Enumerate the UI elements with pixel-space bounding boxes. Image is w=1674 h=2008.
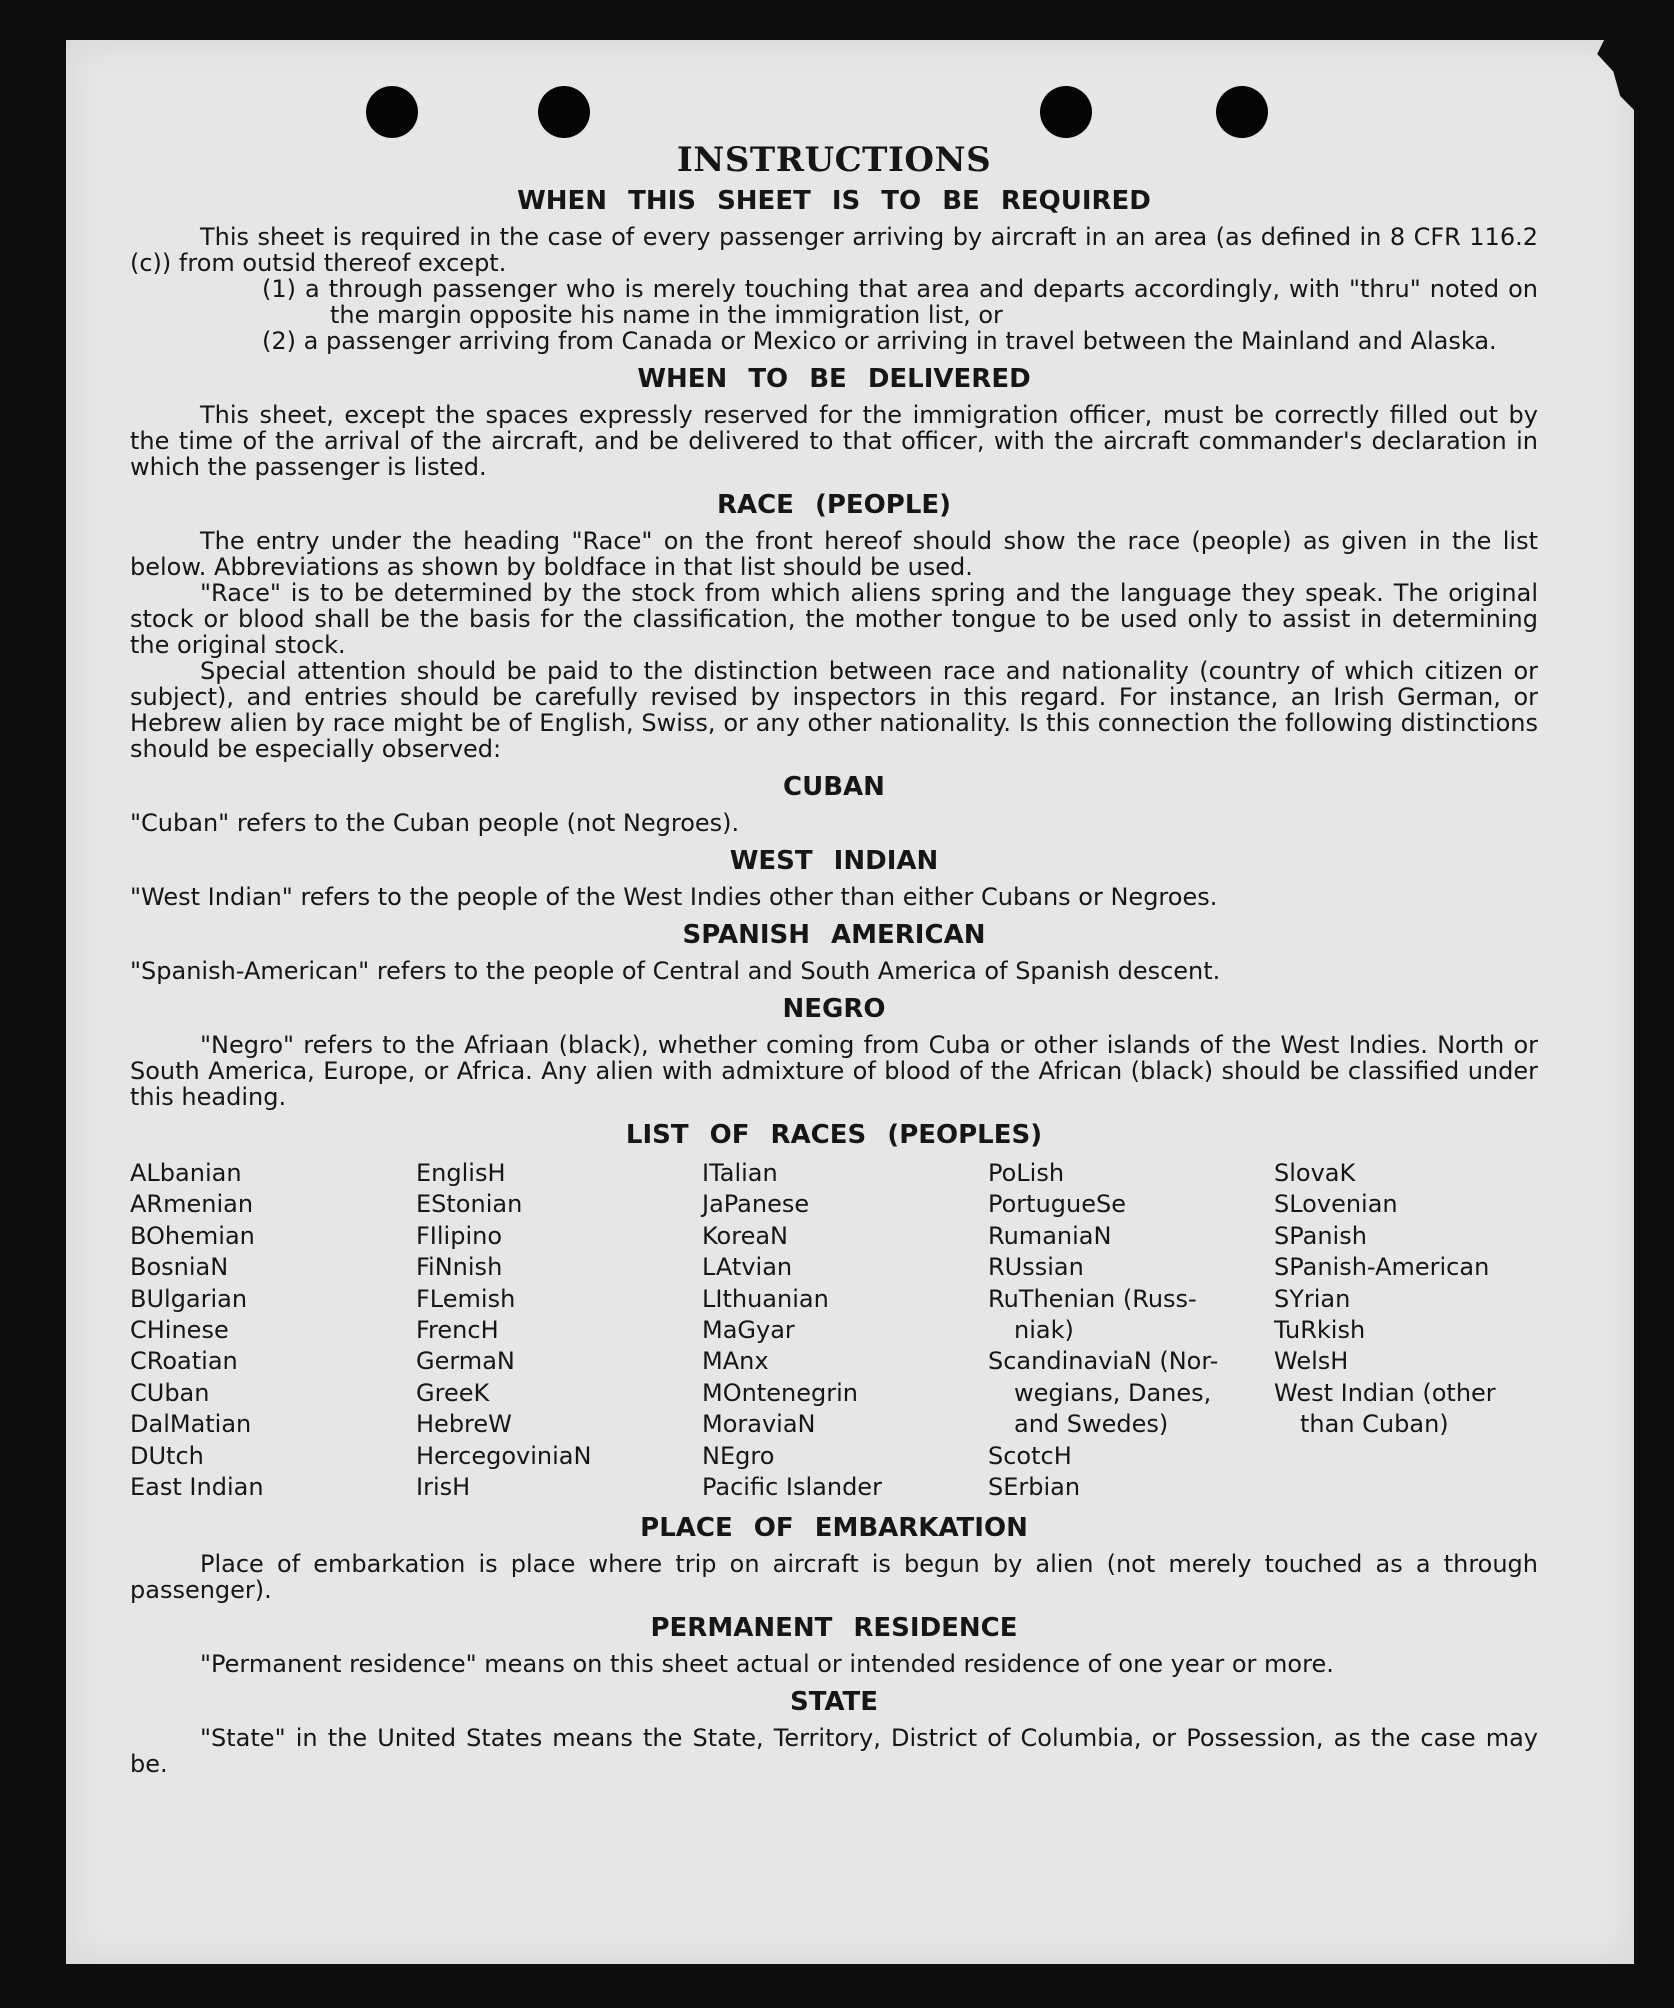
race-entry: KoreaN [702,1221,788,1250]
race-entry: CRoatian [130,1347,238,1376]
races-column [1274,1158,1538,1503]
spanish-american-text: "Spanish-American" refers to the people of Central and South America of Spanish descent. [130,957,1221,985]
document-body [130,140,1538,1777]
section-heading-when-delivered: WHEN TO BE DELIVERED [637,364,1031,394]
race-entry: FrencH [416,1316,499,1345]
race-entry: DalMatian [130,1410,252,1439]
section-heading-list-of-races: LIST OF RACES (PEOPLES) [625,1120,1043,1150]
section-heading-cuban: CUBAN [783,772,885,802]
section-heading-place-of-embarkation: PLACE OF EMBARKATION [640,1513,1028,1544]
race-entry: LAtvian [702,1253,793,1282]
race-entry: IrisH [416,1473,471,1502]
section-heading-permanent-residence: PERMANENT RESIDENCE [650,1613,1018,1644]
race-entry: CUban [130,1378,210,1407]
state-text: "State" in the United States means the State, Territory, District of Columbia, or Possession, as the case may be. [130,1724,1538,1779]
race-paragraph-1: The entry under the heading "Race" on the front hereof should show the race (people) as given in the list below. Abbreviations as shown by boldface in that list should be used. [130,527,1538,581]
race-entry: FLemish [416,1284,516,1313]
punch-hole [1216,86,1268,138]
section-heading-spanish-american: SPANISH AMERICAN [682,920,986,950]
cuban-text: "Cuban" refers to the Cuban people (not Negroes). [130,809,740,837]
race-entry: FIlipino [416,1221,503,1250]
when-required-item-2: (2) a passenger arriving from Canada or Mexico or arriving in travel between the Mainland and Alaska. [262,327,1497,355]
race-entry: PoLish [988,1159,1065,1187]
race-entry: HercegoviniaN [416,1441,592,1470]
race-entry: PortugueSe [988,1190,1126,1219]
punch-hole [1040,86,1092,138]
west-indian-text: "West Indian" refers to the people of the West Indies other than either Cubans or Negroes. [130,883,1218,911]
race-entry: EStonian [416,1190,523,1219]
races-column [988,1158,1274,1503]
races-column [416,1158,702,1503]
race-entry: wegians, Danes, [1014,1378,1212,1407]
race-entry: LIthuanian [702,1284,829,1313]
race-entry: TuRkish [1274,1316,1366,1345]
race-entry: HebreW [416,1410,512,1439]
when-required-item-1: (1) a through passenger who is merely touching that area and departs accordingly, with "thru" noted on the margin opposite his name in the immigration list, or [262,275,1538,329]
race-entry: DUtch [130,1441,204,1470]
race-entry: ScandinaviaN (Nor- [988,1347,1219,1376]
race-entry: ScotcH [988,1441,1072,1470]
race-entry: SErbian [988,1473,1081,1502]
race-entry: GermaN [416,1347,515,1376]
races-list [130,1158,1538,1503]
races-column [130,1158,416,1503]
race-entry: GreeK [416,1378,490,1407]
section-heading-negro: NEGRO [782,994,886,1024]
race-entry: RUssian [988,1253,1084,1282]
page-title: INSTRUCTIONS [676,140,992,180]
race-entry: SlovaK [1274,1159,1356,1187]
section-heading-state: STATE [789,1687,879,1718]
race-entry: FiNnish [416,1253,503,1282]
race-entry: WelsH [1274,1347,1349,1376]
when-required-intro: This sheet is required in the case of every passenger arriving by aircraft in an area (as defined in 8 CFR 116.2 (c)) from outsid thereof except. [130,223,1538,277]
race-entry: ARmenian [130,1190,254,1219]
race-entry: MAnx [702,1347,769,1376]
negro-text: "Negro" refers to the Afriaan (black), whether coming from Cuba or other islands of the West Indies. North or South America, Europe, or Africa. Any alien with admixture of blood of the African (black) should be classified under this heading. [130,1031,1538,1111]
when-delivered-text: This sheet, except the spaces expressly reserved for the immigration officer, must be correctly filled out by the time of the arrival of the aircraft, and be delivered to that officer, with the aircraft commander's declaration in which the passenger is listed. [130,401,1538,481]
punch-hole [366,86,418,138]
race-entry: SLovenian [1274,1190,1398,1219]
race-entry: BosniaN [130,1253,229,1282]
race-entry: niak) [1014,1316,1074,1345]
race-entry: East Indian [130,1473,264,1502]
race-entry: BOhemian [130,1221,255,1250]
race-entry: CHinese [130,1316,229,1345]
race-entry: MaGyar [702,1316,795,1345]
race-entry: EnglisH [416,1159,506,1187]
race-entry: NEgro [702,1441,775,1470]
race-entry: ITalian [702,1159,778,1187]
race-entry: SPanish-American [1274,1253,1490,1282]
race-entry: JaPanese [702,1190,810,1219]
race-entry: MOntenegrin [702,1378,858,1407]
race-entry: ALbanian [130,1159,242,1187]
races-column [702,1158,988,1503]
race-entry: Pacific Islander [702,1473,882,1502]
race-paragraph-2: "Race" is to be determined by the stock from which aliens spring and the language they speak. The original stock or blood shall be the basis for the classification, the mother tongue to be used only to assist in determining the original stock. [130,579,1538,659]
race-entry: SPanish [1274,1221,1367,1250]
race-entry: and Swedes) [1014,1410,1169,1439]
race-paragraph-3: Special attention should be paid to the distinction between race and nationality (country of which citizen or subject), and entries should be carefully revised by inspectors in this regard. For instance, an Irish German, or Hebrew alien by race might be of English, Swiss, or any other nationality. Is this connection the following distinctions should be especially observed: [130,657,1538,763]
section-heading-west-indian: WEST INDIAN [729,846,939,876]
race-entry: RuThenian (Russ- [988,1284,1197,1313]
section-heading-race: RACE (PEOPLE) [716,490,952,520]
race-entry: than Cuban) [1300,1410,1449,1439]
race-entry: BUlgarian [130,1284,248,1313]
race-entry: MoraviaN [702,1410,816,1439]
race-entry: West Indian (other [1274,1378,1496,1407]
place-of-embarkation-text: Place of embarkation is place where trip on aircraft is begun by alien (not merely touched as a through passenger). [130,1550,1538,1605]
punch-hole [538,86,590,138]
section-heading-when-required: WHEN THIS SHEET IS TO BE REQUIRED [517,186,1151,216]
document-page [66,40,1634,1964]
race-entry: SYrian [1274,1284,1351,1313]
race-entry: RumaniaN [988,1221,1112,1250]
torn-corner [1588,40,1634,110]
permanent-residence-text: "Permanent residence" means on this sheet actual or intended residence of one year or more. [200,1650,1334,1679]
